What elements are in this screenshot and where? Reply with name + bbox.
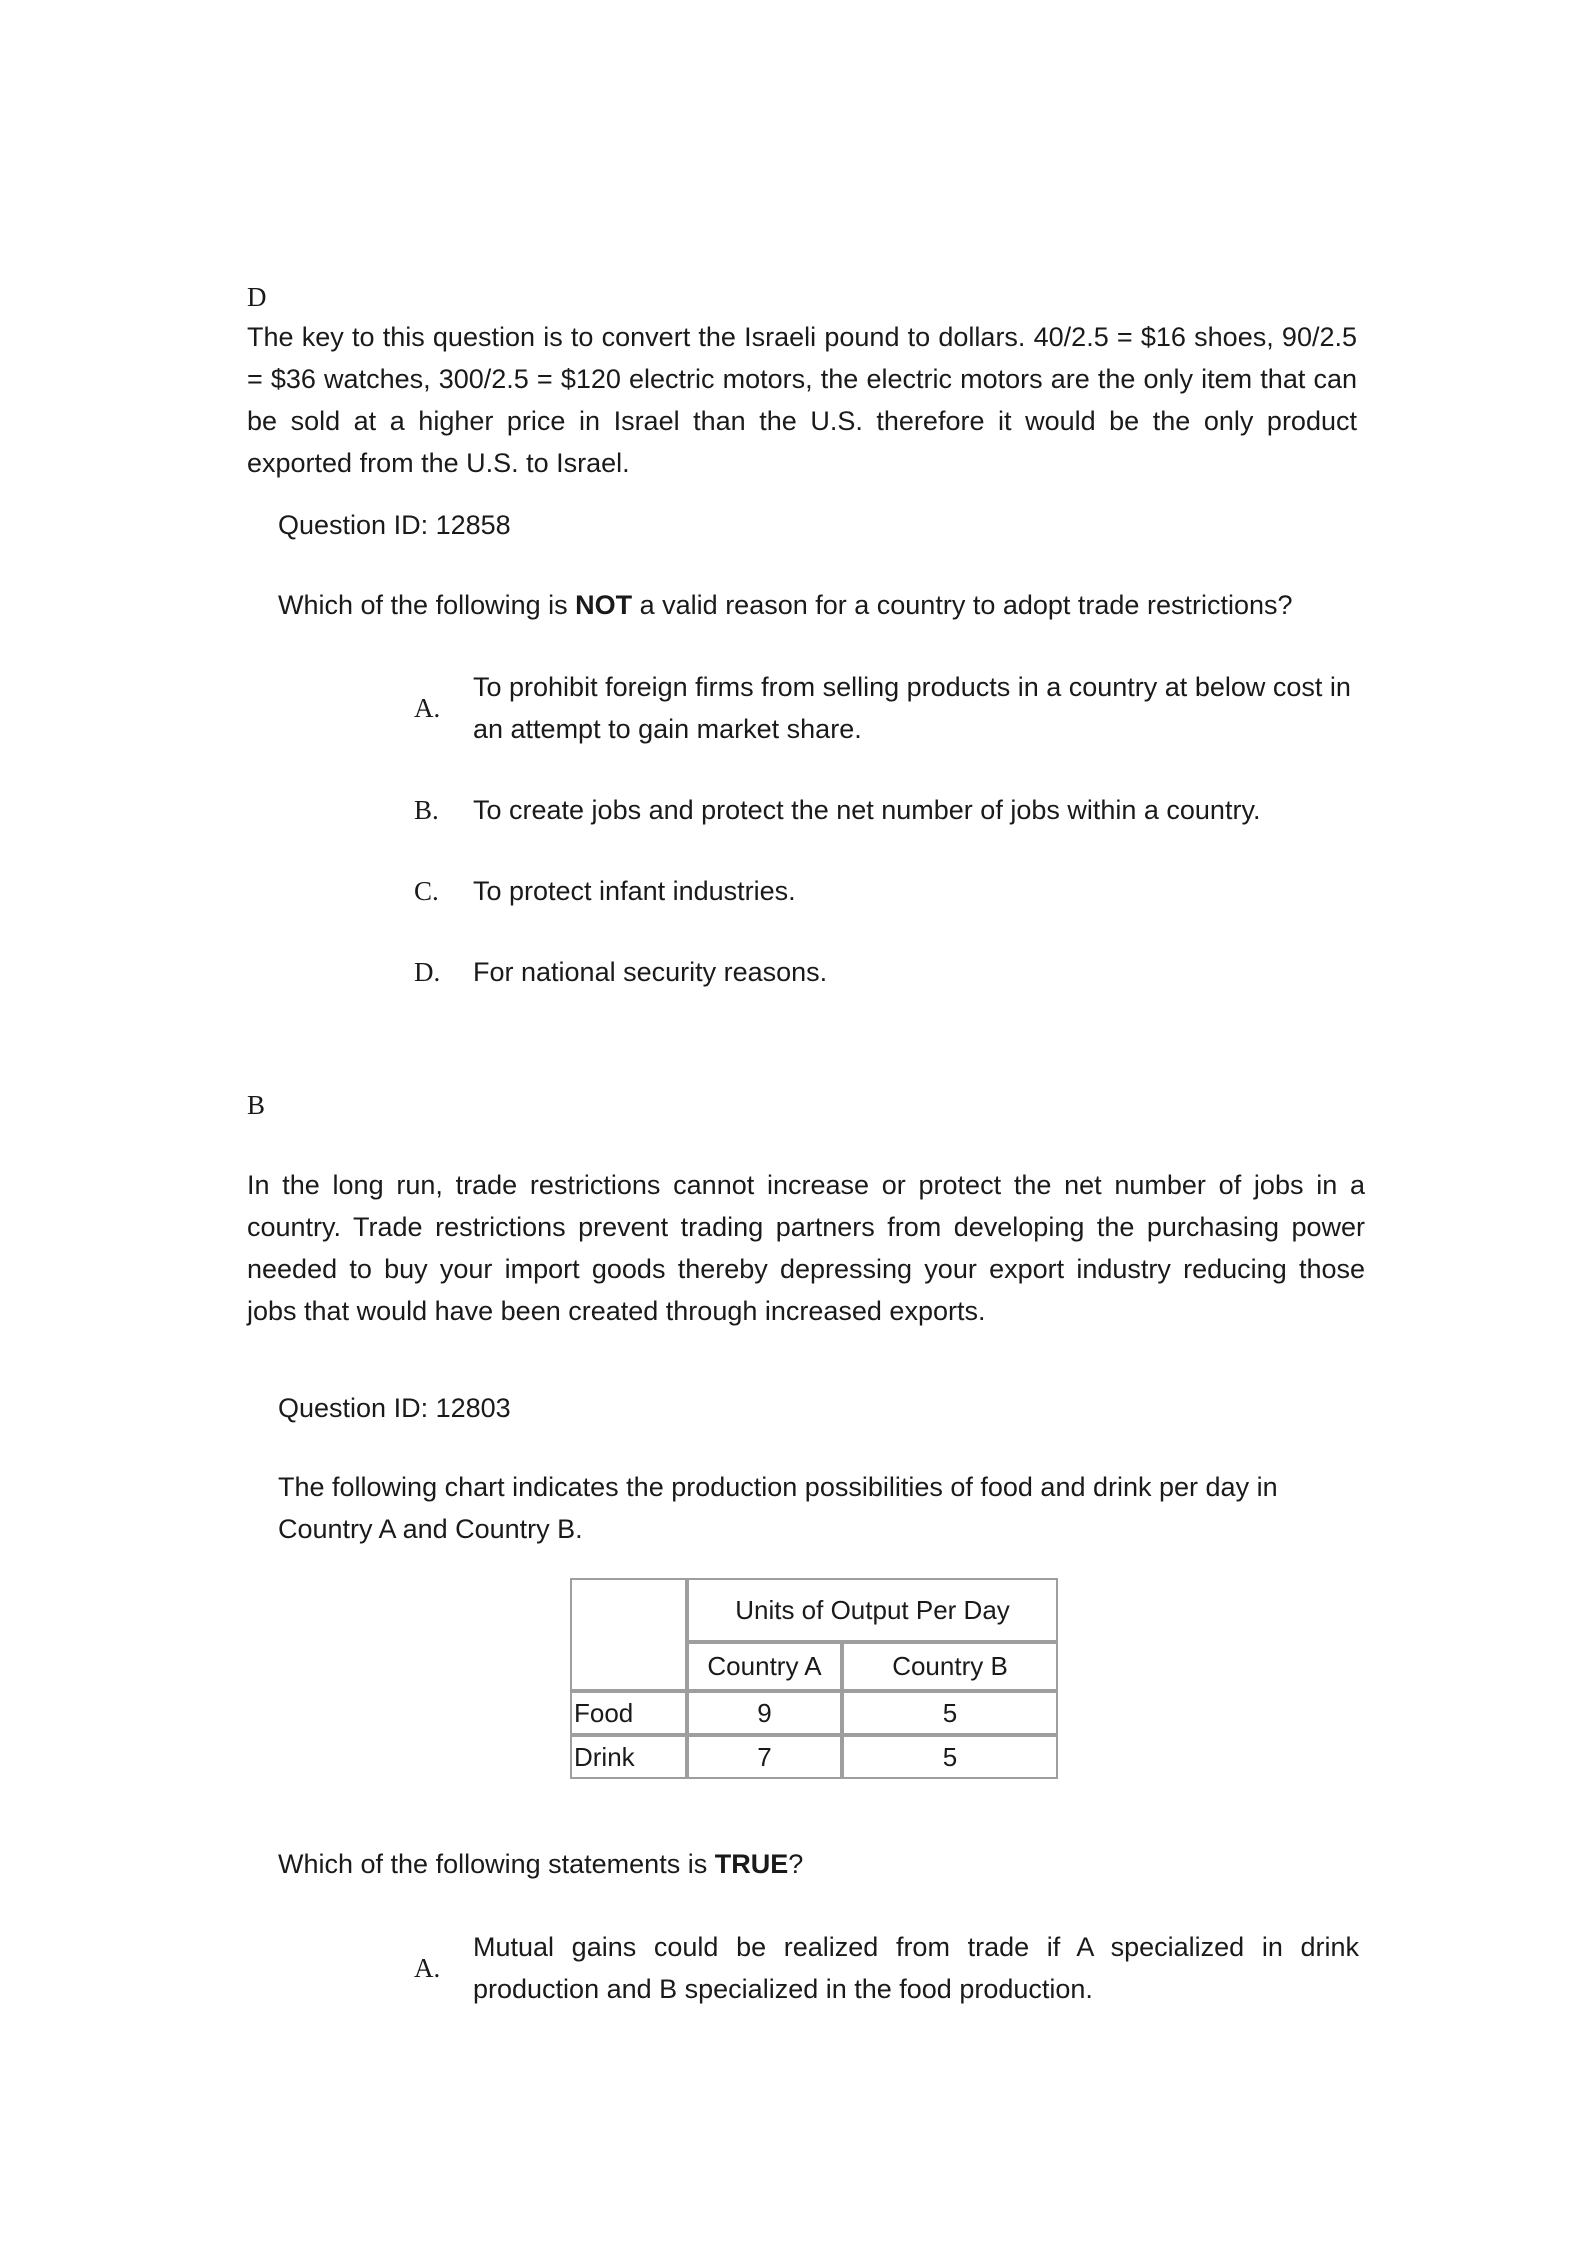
option-a-letter-2: A. — [414, 1953, 441, 1983]
column-header-country-b: Country B — [842, 1642, 1058, 1691]
table-corner-cell — [570, 1578, 687, 1691]
row-label-drink: Drink — [570, 1735, 687, 1779]
table-row — [570, 1735, 1058, 1779]
table-cell: 7 — [687, 1735, 842, 1779]
row-label-food: Food — [570, 1691, 687, 1735]
emphasis-true: TRUE — [714, 1849, 789, 1879]
option-d-letter: D. — [414, 957, 441, 987]
answer-letter: B — [247, 1090, 266, 1120]
table-cell: 5 — [842, 1691, 1058, 1735]
option-c-text: To protect infant industries. — [473, 876, 796, 906]
question-intro: The following chart indicates the production possibilities of food and drink per day in Country A and Country B. — [278, 1472, 1278, 1544]
emphasis-not: NOT — [575, 590, 633, 620]
option-a-text-2: Mutual gains could be realized from trade if A specialized in drink production and B specialized in the food production. — [473, 1932, 1359, 2004]
column-header-country-a: Country A — [687, 1642, 842, 1691]
output-table — [570, 1578, 1058, 1779]
previous-answer-explanation: The key to this question is to convert the Israeli pound to dollars. 40/2.5 = $16 shoes, 90/2.5 = $36 watches, 300/2.5 = $120 electric motors, the electric motors are the only item that can be sold at a higher price in Israel than the U.S. therefore it would be the only product exported from the U.S. to Israel. — [247, 322, 1357, 478]
question-id: Question ID: 12858 — [278, 510, 511, 540]
table-cell: 9 — [687, 1691, 842, 1735]
answer-explanation: In the long run, trade restrictions cannot increase or protect the net number of jobs in a country. Trade restrictions prevent trading partners from developing the purchasing power needed to buy your import goods thereby depressing your export industry reducing those jobs that would have been created through increased exports. — [247, 1170, 1365, 1326]
question-stem-2: Which of the following statements is TRUE? — [278, 1849, 804, 1879]
option-b-letter: B. — [414, 795, 439, 825]
table-cell: 5 — [842, 1735, 1058, 1779]
option-a-text: To prohibit foreign firms from selling products in a country at below cost in an attempt to gain market share. — [473, 672, 1351, 744]
option-c-letter: C. — [414, 876, 439, 906]
table-row — [570, 1691, 1058, 1735]
question-id-2: Question ID: 12803 — [278, 1393, 511, 1423]
previous-answer-letter: D — [247, 282, 267, 312]
option-d-text: For national security reasons. — [473, 957, 828, 987]
table-header: Units of Output Per Day — [687, 1578, 1058, 1642]
option-a-letter: A. — [414, 693, 441, 723]
question-stem: Which of the following is NOT a valid reason for a country to adopt trade restrictions? — [278, 590, 1293, 620]
option-b-text: To create jobs and protect the net number of jobs within a country. — [473, 795, 1261, 825]
